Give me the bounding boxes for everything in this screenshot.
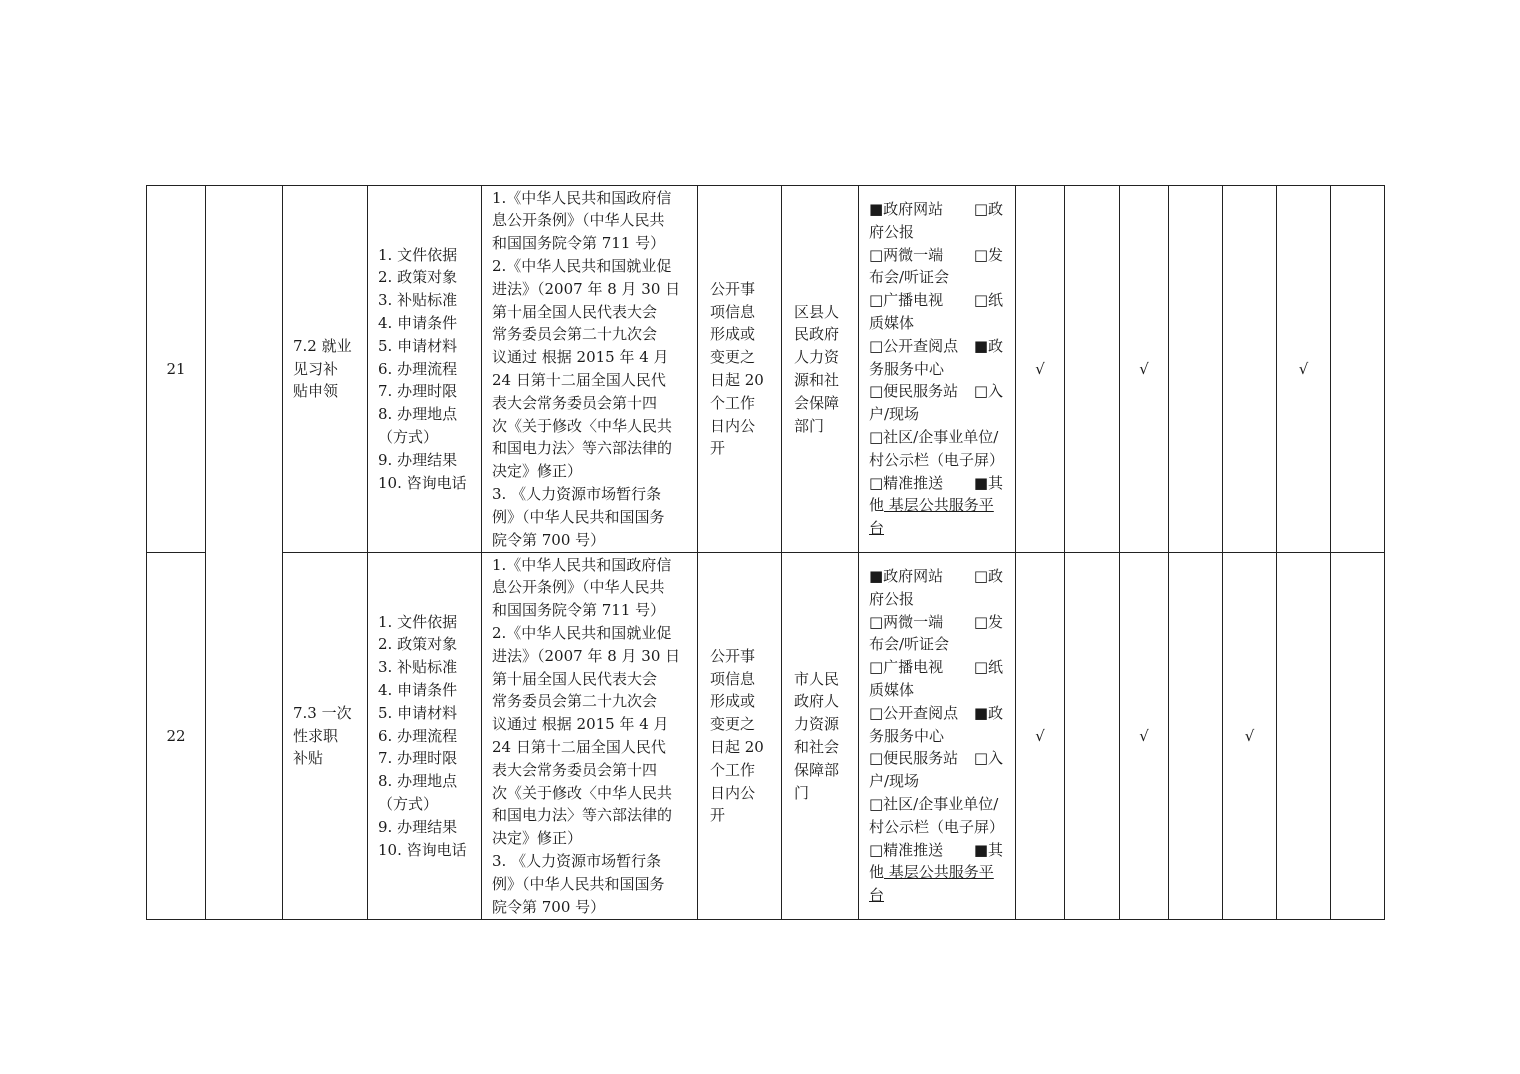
mark-cell — [1169, 186, 1223, 553]
basis-line: 和国国务院令第 711 号） — [492, 234, 666, 253]
time-line: 个工作 — [710, 760, 756, 779]
check-mark: √ — [1139, 359, 1149, 378]
channel-line — [869, 611, 1015, 634]
mark-cell — [1277, 553, 1331, 920]
channel-cell — [859, 186, 1016, 553]
channel-option: ■政 — [973, 336, 1003, 355]
basis-line: 表大会常务委员会第十四 — [492, 393, 658, 412]
channel-option: □精准推送 — [869, 840, 944, 859]
channel-line: 村公示栏（电子屏） — [869, 450, 1005, 469]
basis-line: 1.《中华人民共和国政府信 — [492, 555, 672, 574]
table-row — [147, 553, 1385, 920]
item-name-line: 性求职 — [293, 726, 339, 745]
time-line: 变更之 — [710, 348, 756, 367]
item-name-line: 补贴 — [293, 749, 324, 768]
channel-line: 布会/听证会 — [869, 635, 950, 654]
basis-line: 3. 《人力资源市场暂行条 — [492, 851, 662, 870]
basis-line: 1.《中华人民共和国政府信 — [492, 188, 672, 207]
channel-option: □入 — [973, 382, 1003, 401]
content-line: 8. 办理地点 — [378, 772, 458, 791]
content-line: 4. 申请条件 — [378, 314, 458, 332]
channel-option: □政 — [973, 200, 1003, 219]
basis-line: 息公开条例》（中华人民共 — [492, 578, 665, 597]
time-line: 日内公 — [710, 416, 756, 435]
basis-line: 次《关于修改〈中华人民共 — [492, 416, 673, 435]
channel-option: □公开查阅点 — [869, 703, 959, 722]
channel-line — [869, 380, 1015, 403]
content-line: 6. 办理流程 — [378, 726, 458, 745]
channel-line — [869, 656, 1015, 679]
channel-line — [869, 289, 1015, 312]
dept-line: 力资源 — [794, 715, 840, 734]
content-line: 10. 咨询电话 — [378, 473, 467, 492]
time-line: 项信息 — [710, 669, 756, 688]
time-line: 变更之 — [710, 715, 756, 734]
channel-line: 质媒体 — [869, 314, 915, 332]
row-number-cell — [147, 553, 206, 920]
content-line: （方式） — [378, 794, 439, 813]
mark-cell — [1016, 186, 1065, 553]
channel-line: 务服务中心 — [869, 726, 945, 745]
disclosure-content-cell — [368, 186, 482, 553]
channel-option: ■其 — [973, 840, 1003, 859]
dept-line: 人力资 — [794, 348, 840, 367]
basis-line: 常务委员会第二十九次会 — [492, 692, 658, 711]
channel-line — [869, 198, 1015, 221]
time-line: 开 — [710, 806, 726, 825]
dept-line: 保障部 — [794, 760, 840, 779]
basis-line: 2.《中华人民共和国就业促 — [492, 624, 672, 643]
item-name-line: 7.2 就业 — [293, 336, 352, 355]
mark-cell — [1223, 186, 1277, 553]
channel-cell — [859, 553, 1016, 920]
content-line: 9. 办理结果 — [378, 450, 458, 469]
channel-option: □纸 — [973, 658, 1003, 677]
channel-line — [869, 702, 1015, 725]
mark-cell — [1277, 186, 1331, 553]
channel-line: 台 — [869, 886, 885, 905]
content-line: 1. 文件依据 — [378, 612, 458, 631]
channel-option: ■政府网站 — [869, 200, 944, 219]
row-number: 21 — [166, 359, 186, 378]
content-line: 2. 政策对象 — [378, 635, 458, 654]
channel-line — [869, 565, 1015, 588]
channel-option: □便民服务站 — [869, 749, 959, 768]
channel-option: □两微一端 — [869, 245, 944, 264]
basis-line: 进法》（2007 年 8 月 30 日 — [492, 646, 681, 665]
channel-option: □发 — [973, 612, 1003, 631]
item-name-cell — [283, 553, 368, 920]
content-line: 7. 办理时限 — [378, 382, 458, 401]
item-name-line: 7.3 一次 — [293, 703, 352, 722]
channel-option: □入 — [973, 749, 1003, 768]
basis-line: 表大会常务委员会第十四 — [492, 760, 658, 779]
channel-option: □两微一端 — [869, 612, 944, 631]
channel-line — [869, 472, 1015, 495]
channel-option: □广播电视 — [869, 658, 944, 677]
basis-line: 例》（中华人民共和国国务 — [492, 507, 665, 526]
channel-option: □公开查阅点 — [869, 336, 959, 355]
channel-line — [869, 861, 1015, 884]
channel-option: ■政府网站 — [869, 567, 944, 586]
mark-cell — [1331, 186, 1385, 553]
time-line: 日起 20 — [710, 738, 764, 756]
basis-line: 24 日第十二届全国人民代 — [492, 738, 666, 756]
mark-cell — [1065, 186, 1120, 553]
time-line: 公开事 — [710, 646, 756, 665]
time-line: 公开事 — [710, 279, 756, 298]
basis-line: 24 日第十二届全国人民代 — [492, 371, 666, 389]
channel-option: ■其 — [973, 473, 1003, 492]
channel-line: 府公报 — [869, 222, 915, 241]
mark-cell — [1120, 553, 1169, 920]
basis-line: 和国电力法〉等六部法律的 — [492, 806, 673, 825]
legal-basis-cell — [482, 553, 698, 920]
check-mark: √ — [1244, 726, 1255, 745]
basis-line: 决定》修正） — [492, 462, 583, 481]
basis-line: 进法》（2007 年 8 月 30 日 — [492, 279, 681, 298]
department-cell — [782, 553, 859, 920]
channel-line: □社区/企事业单位/ — [869, 794, 999, 813]
disclosure-table — [146, 185, 1385, 920]
channel-line: 质媒体 — [869, 681, 915, 699]
time-line: 日内公 — [710, 783, 756, 802]
dept-line: 和社会 — [794, 738, 840, 756]
table-row — [147, 186, 1385, 553]
time-line: 项信息 — [710, 302, 756, 321]
basis-line: 议通过 根据 2015 年 4 月 — [492, 715, 669, 734]
channel-option: 他 — [869, 496, 885, 515]
check-mark: √ — [1139, 726, 1149, 745]
legal-basis-cell — [482, 186, 698, 553]
basis-line: 2.《中华人民共和国就业促 — [492, 257, 672, 276]
dept-line: 民政府 — [794, 325, 840, 344]
content-line: 7. 办理时限 — [378, 749, 458, 768]
content-line: 5. 申请材料 — [378, 703, 458, 722]
dept-line: 会保障 — [794, 393, 840, 412]
check-mark: √ — [1298, 359, 1309, 378]
basis-line: 院令第 700 号） — [492, 530, 606, 549]
dept-line: 门 — [794, 783, 810, 802]
mark-cell — [1331, 553, 1385, 920]
content-line: 8. 办理地点 — [378, 405, 458, 424]
channel-line — [869, 335, 1015, 358]
basis-line: 决定》修正） — [492, 829, 583, 848]
basis-line: 息公开条例》（中华人民共 — [492, 211, 665, 230]
check-mark: √ — [1035, 359, 1045, 378]
channel-line: 户/现场 — [869, 772, 920, 791]
content-line: 6. 办理流程 — [378, 359, 458, 378]
basis-line: 第十届全国人民代表大会 — [492, 302, 658, 321]
content-line: 4. 申请条件 — [378, 681, 458, 699]
content-line: 3. 补贴标准 — [378, 658, 458, 677]
basis-line: 院令第 700 号） — [492, 897, 606, 916]
other-channel-text: 基层公共服务平 — [884, 496, 994, 515]
check-mark: √ — [1035, 726, 1045, 745]
basis-line: 例》（中华人民共和国国务 — [492, 874, 665, 893]
content-line: 2. 政策对象 — [378, 268, 458, 287]
channel-option: □便民服务站 — [869, 382, 959, 401]
basis-line: 常务委员会第二十九次会 — [492, 325, 658, 344]
content-line: 10. 咨询电话 — [378, 840, 467, 859]
disclosure-content-cell — [368, 553, 482, 920]
channel-line — [869, 839, 1015, 862]
item-name-line: 贴申领 — [293, 382, 339, 401]
dept-line: 源和社 — [794, 371, 840, 389]
channel-line — [869, 747, 1015, 770]
channel-line: □社区/企事业单位/ — [869, 427, 999, 446]
mark-cell — [1223, 553, 1277, 920]
channel-line — [869, 494, 1015, 517]
mark-cell — [1016, 553, 1065, 920]
basis-line: 议通过 根据 2015 年 4 月 — [492, 348, 669, 367]
content-line: 1. 文件依据 — [378, 245, 458, 264]
channel-option: ■政 — [973, 703, 1003, 722]
time-line: 个工作 — [710, 393, 756, 412]
dept-line: 市人民 — [794, 669, 840, 688]
basis-line: 第十届全国人民代表大会 — [492, 669, 658, 688]
time-line: 日起 20 — [710, 371, 764, 389]
mark-cell — [1169, 553, 1223, 920]
category-cell — [206, 186, 283, 920]
dept-line: 部门 — [794, 416, 825, 435]
basis-line: 和国国务院令第 711 号） — [492, 601, 666, 620]
channel-line: 户/现场 — [869, 405, 920, 424]
channel-line: 布会/听证会 — [869, 268, 950, 287]
channel-option: □政 — [973, 567, 1003, 586]
content-line: 5. 申请材料 — [378, 336, 458, 355]
dept-line: 政府人 — [794, 692, 840, 711]
mark-cell — [1065, 553, 1120, 920]
channel-option: □广播电视 — [869, 291, 944, 310]
content-line: 9. 办理结果 — [378, 817, 458, 836]
channel-line — [869, 244, 1015, 267]
time-line: 开 — [710, 439, 726, 458]
basis-line: 和国电力法〉等六部法律的 — [492, 439, 673, 458]
content-line: （方式） — [378, 427, 439, 446]
channel-line: 村公示栏（电子屏） — [869, 817, 1005, 836]
time-line: 形成或 — [710, 692, 756, 711]
channel-option: □发 — [973, 245, 1003, 264]
item-name-line: 见习补 — [293, 359, 339, 378]
channel-line: 府公报 — [869, 589, 915, 608]
time-limit-cell — [698, 186, 782, 553]
channel-option: □纸 — [973, 291, 1003, 310]
item-name-cell — [283, 186, 368, 553]
dept-line: 区县人 — [794, 302, 840, 321]
channel-line: 务服务中心 — [869, 359, 945, 378]
channel-option: □精准推送 — [869, 473, 944, 492]
row-number: 22 — [166, 726, 186, 745]
basis-line: 3. 《人力资源市场暂行条 — [492, 484, 662, 503]
content-line: 3. 补贴标准 — [378, 291, 458, 310]
department-cell — [782, 186, 859, 553]
mark-cell — [1120, 186, 1169, 553]
row-number-cell — [147, 186, 206, 553]
channel-line: 台 — [869, 519, 885, 538]
basis-line: 次《关于修改〈中华人民共 — [492, 783, 673, 802]
channel-option: 他 — [869, 863, 885, 882]
time-line: 形成或 — [710, 325, 756, 344]
other-channel-text: 基层公共服务平 — [884, 863, 994, 882]
time-limit-cell — [698, 553, 782, 920]
